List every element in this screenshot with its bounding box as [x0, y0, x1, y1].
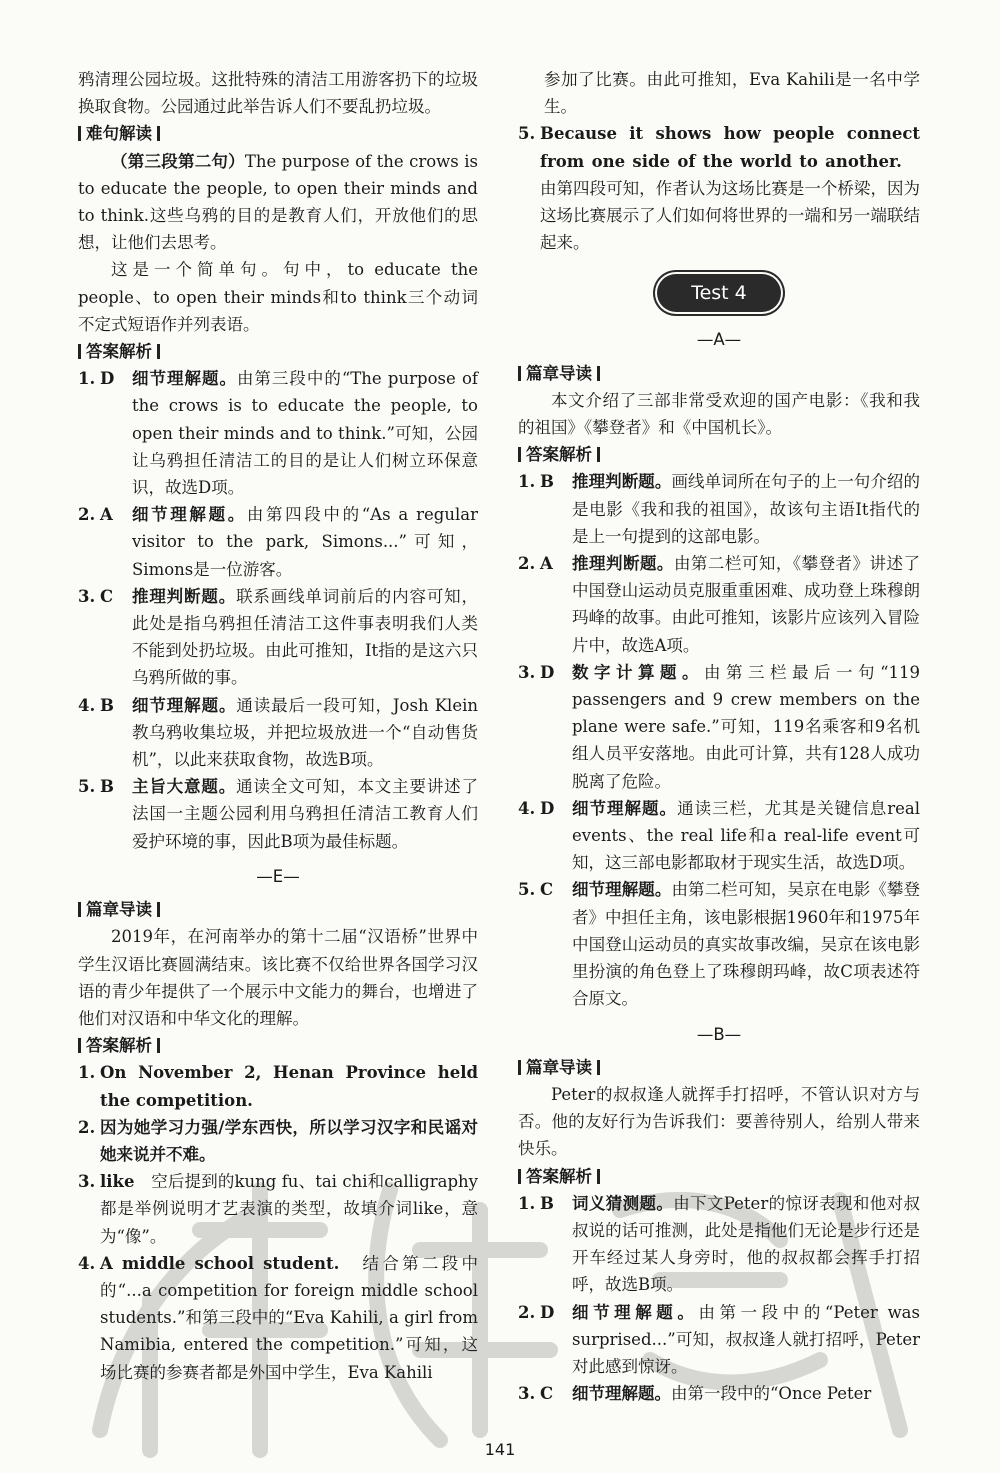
- explanation-text: 画线单词所在句子的上一句介绍的是电影《我和我的祖国》，故该句主语It指代的是上一句提到的这部电影。: [572, 472, 921, 546]
- answer-letter: C: [540, 1384, 554, 1404]
- answer-item: [518, 659, 920, 795]
- question-type: 推理判断题。: [572, 472, 672, 492]
- page-number: 141: [484, 1440, 516, 1459]
- chapter-b-text: Peter的叔叔逢人就挥手打招呼，不管认识对方与否。他的友好行为告诉我们：要善待别人，给别人带来快乐。: [518, 1084, 920, 1159]
- explanation-text: 通读全文可知，本文主要讲述了法国一主题公园利用乌鸦担任清洁工教育人们爱护环境的事，因此B项为最佳标题。: [132, 777, 479, 851]
- answer-letter: C: [540, 880, 554, 900]
- intro-paragraph: 鸦清理公园垃圾。这批特殊的清洁工用游客扔下的垃圾换取食物。公园通过此举告诉人们不要乱扔垃圾。: [78, 70, 478, 117]
- answer-number: 2.: [78, 1117, 96, 1137]
- answer-number: 4.: [78, 695, 96, 715]
- explanation-text: 空后提到的kung fu、tai chi和calligraphy都是举例说明才艺表演的类型，故填介词like，意为“像”。: [100, 1172, 478, 1246]
- question-type: 细节理解题。: [132, 695, 237, 715]
- answer-number: 3.: [518, 1384, 536, 1404]
- answer-item: [78, 1114, 478, 1168]
- explanation-text: 由下文Peter的惊讶表现和他对叔叔说的话可推测，此处是指他们无论是步行还是开车经过某人身旁时，他的叔叔都会挥手打招呼，故选B项。: [572, 1193, 920, 1295]
- answer-letter: B: [100, 695, 114, 715]
- answer-number: 3.: [78, 1172, 96, 1192]
- question-type: 推理判断题。: [132, 586, 237, 606]
- answer-explanation: [100, 1250, 478, 1386]
- answer-key: On November 2, Henan Province held the competition.: [100, 1063, 478, 1110]
- answers-list-b: [518, 1190, 920, 1408]
- answer-letter: D: [100, 369, 115, 389]
- answers-list-d: [78, 365, 478, 855]
- question-type: 细节理解题。: [572, 880, 672, 900]
- answer-key: A middle school student.: [100, 1253, 340, 1273]
- answer-letter: D: [540, 1302, 555, 1322]
- explanation-text: 由第一段中的“Once Peter: [671, 1384, 872, 1404]
- section-b-divider: —B—: [696, 1024, 742, 1044]
- answer-number: 5.: [78, 777, 96, 797]
- answer-item: [518, 468, 920, 550]
- answer-number: 1.: [518, 472, 536, 492]
- section-a-divider: —A—: [696, 330, 742, 350]
- answer-number: 3.: [518, 662, 536, 682]
- question-type: 细节理解题。: [132, 505, 247, 525]
- answer-explanation: [132, 583, 478, 692]
- difficult-sentence-heading: 难句解读: [78, 120, 478, 147]
- answer-letter: A: [540, 554, 553, 574]
- answer-item: [78, 692, 478, 774]
- explanation-text: 由第二栏可知，《攀登者》讲述了中国登山运动员克服重重困难、成功登上珠穆朗玛峰的故事。由此可推知，该影片应该列入冒险片中，故选A项。: [572, 554, 921, 655]
- difficult-sentence: （第三段第二句）The purpose of the crows is to educate the people, to open their minds and to think.这些乌鸦的目的是教育人们，开放他们的思想，让他们去思考。: [78, 151, 479, 253]
- chapter-e-text: 2019年，在河南举办的第十二届“汉语桥”世界中学生汉语比赛圆满结束。该比赛不仅给世界各国学习汉语的青少年提供了一个展示中文能力的舞台，也增进了他们对汉语和中华文化的理解。: [78, 927, 478, 1028]
- answer-number: 1.: [78, 369, 96, 389]
- question-type: 主旨大意题。: [132, 777, 237, 797]
- answer-item: [78, 365, 478, 501]
- answer-letter: D: [540, 662, 555, 682]
- answer-item: [78, 1168, 478, 1250]
- answer-explanation: [572, 876, 920, 1012]
- answer-item: [78, 501, 478, 583]
- chapter-heading-b: 篇章导读: [518, 1054, 920, 1081]
- answers-list-e: [78, 1059, 478, 1385]
- answer-item: [518, 1299, 920, 1381]
- answer-explanation: [572, 1190, 920, 1299]
- explanation-text: 由第二栏可知，吴京在电影《攀登者》中担任主角，该电影根据1960年和1975年中国登山运动员的真实故事改编，吴京在该电影里扮演的角色登上了珠穆朗玛峰，故C项表述符合原文。: [572, 880, 921, 1009]
- chapter-heading-e: 篇章导读: [78, 896, 478, 923]
- answer-explanation: [572, 795, 920, 877]
- answer-letter: B: [540, 1193, 554, 1213]
- section-e-divider: —E—: [256, 866, 300, 886]
- answer-explanation: [572, 1380, 920, 1407]
- question-type: 细节理解题。: [132, 369, 237, 389]
- question-type: 数字计算题。: [572, 662, 705, 682]
- answer-item: [518, 1190, 920, 1299]
- answer-explanation: [572, 468, 920, 550]
- answer-number: 2.: [518, 554, 536, 574]
- left-column: [78, 66, 478, 1386]
- question-type: 词义猜测题。: [572, 1193, 674, 1213]
- answer-explanation: [572, 550, 920, 659]
- explanation-text: 由第四段中的“As a regular visitor to the park, Simons...”可知，Simons是一位游客。: [132, 505, 478, 579]
- explanation-text: 由第三栏最后一句“119 passengers and 9 crew members on the plane were safe.”可知，119名乘客和9名机组人员平安落地。由此可计算，共有128人成功脱离了危险。: [572, 662, 920, 791]
- explanation-text: 通读三栏，尤其是关键信息real events、the real life和a real-life event可知，这三部电影都取材于现实生活，故选D项。: [572, 798, 920, 873]
- answer-heading-b: 答案解析: [518, 1163, 920, 1190]
- answer-item: [78, 1059, 478, 1113]
- answer-number: 5.: [518, 880, 536, 900]
- answer-number: 3.: [78, 586, 96, 606]
- answer-number: 1.: [518, 1193, 536, 1213]
- answer-letter: D: [540, 798, 555, 818]
- answer-explanation: [100, 1059, 478, 1113]
- answer-explanation: [132, 773, 478, 855]
- heading-bar-right: [157, 126, 160, 141]
- explanation-text: 由第三段中的“The purpose of the crows is to educate the people, to open their minds and to think.”可知，公园让乌鸦担任清洁工的目的是让人们树立环保意识，故选D项。: [132, 369, 479, 498]
- chapter-heading-a: 篇章导读: [518, 360, 920, 387]
- answer-letter: B: [100, 777, 114, 797]
- question-type: 细节理解题。: [572, 798, 678, 818]
- answer-explanation: [572, 1299, 920, 1381]
- answer-item: [78, 583, 478, 692]
- question-type: 推理判断题。: [572, 554, 674, 574]
- answer-number: 4.: [518, 798, 536, 818]
- explanation-text: 联系画线单词前后的内容可知，此处是指乌鸦担任清洁工这件事表明我们人类不能到处扔垃圾。由此可推知，It指的是这六只乌鸦所做的事。: [132, 586, 479, 688]
- answer-item: [518, 876, 920, 1012]
- answer-item: [78, 1250, 478, 1386]
- answer-key: 因为她学习力强/学东西快，所以学习汉字和民谣对她来说并不难。: [100, 1117, 478, 1164]
- answer-letter: C: [100, 586, 114, 606]
- test-4-badge: Test 4: [657, 274, 781, 312]
- answer-letter: A: [100, 505, 113, 525]
- answer-explanation: [132, 365, 478, 501]
- question-type: 细节理解题。: [572, 1302, 699, 1322]
- answer-number: 2.: [78, 505, 96, 525]
- answer-heading-e: 答案解析: [78, 1032, 478, 1059]
- difficult-analysis: 这是一个简单句。句中，to educate the people、to open their minds和to think三个动词不定式短语作并列表语。: [78, 260, 478, 334]
- right-column: [518, 66, 920, 1407]
- explanation-text: 通读最后一段可知，Josh Klein教乌鸦收集垃圾，并把垃圾放进一个“自动售货机”，以此来获取食物，故选B项。: [132, 695, 478, 770]
- heading-bar-left: [78, 126, 81, 141]
- chapter-a-text: 本文介绍了三部非常受欢迎的国产电影：《我和我的祖国》《攀登者》和《中国机长》。: [518, 390, 920, 438]
- answer-number: 4.: [78, 1253, 96, 1273]
- answer-item: [518, 1380, 920, 1407]
- continued-paragraph: 参加了比赛。由此可推知，Eva Kahili是一名中学生。: [544, 70, 920, 117]
- answer-heading: 答案解析: [78, 338, 478, 365]
- question-type: 细节理解题。: [572, 1384, 671, 1404]
- answer-letter: B: [540, 472, 554, 492]
- answers-list-a: [518, 468, 920, 1012]
- explanation-text: 由第一段中的“Peter was surprised...”可知，叔叔逢人就打招呼，Peter对此感到惊讶。: [572, 1302, 920, 1376]
- answer-item-5: 5. Because it shows how people connect from one side of the world to another. 由第四段可知，作者认为这场比赛是一个桥梁，因为这场比赛展示了人们如何将世界的一端和另一端联结起来。: [518, 124, 921, 253]
- answer-explanation: [132, 501, 478, 583]
- answer-explanation: [572, 659, 920, 795]
- answer-item: [518, 550, 920, 659]
- answer-number: 1.: [78, 1063, 96, 1083]
- answer-explanation: [100, 1114, 478, 1168]
- answer-item: [518, 795, 920, 877]
- answer-key: like: [100, 1172, 135, 1192]
- explanation-text: 结合第二段中的“...a competition for foreign middle school students.”和第三段中的“Eva Kahili, a girl from Namibia, entered the competition.”可知，这场比赛的参赛者都是外国中学生，Eva Kahili: [100, 1253, 478, 1382]
- answer-item: [78, 773, 478, 855]
- answer-explanation: [100, 1168, 478, 1250]
- answer-heading-a: 答案解析: [518, 441, 920, 468]
- answer-explanation: [132, 692, 478, 774]
- answer-number: 2.: [518, 1302, 536, 1322]
